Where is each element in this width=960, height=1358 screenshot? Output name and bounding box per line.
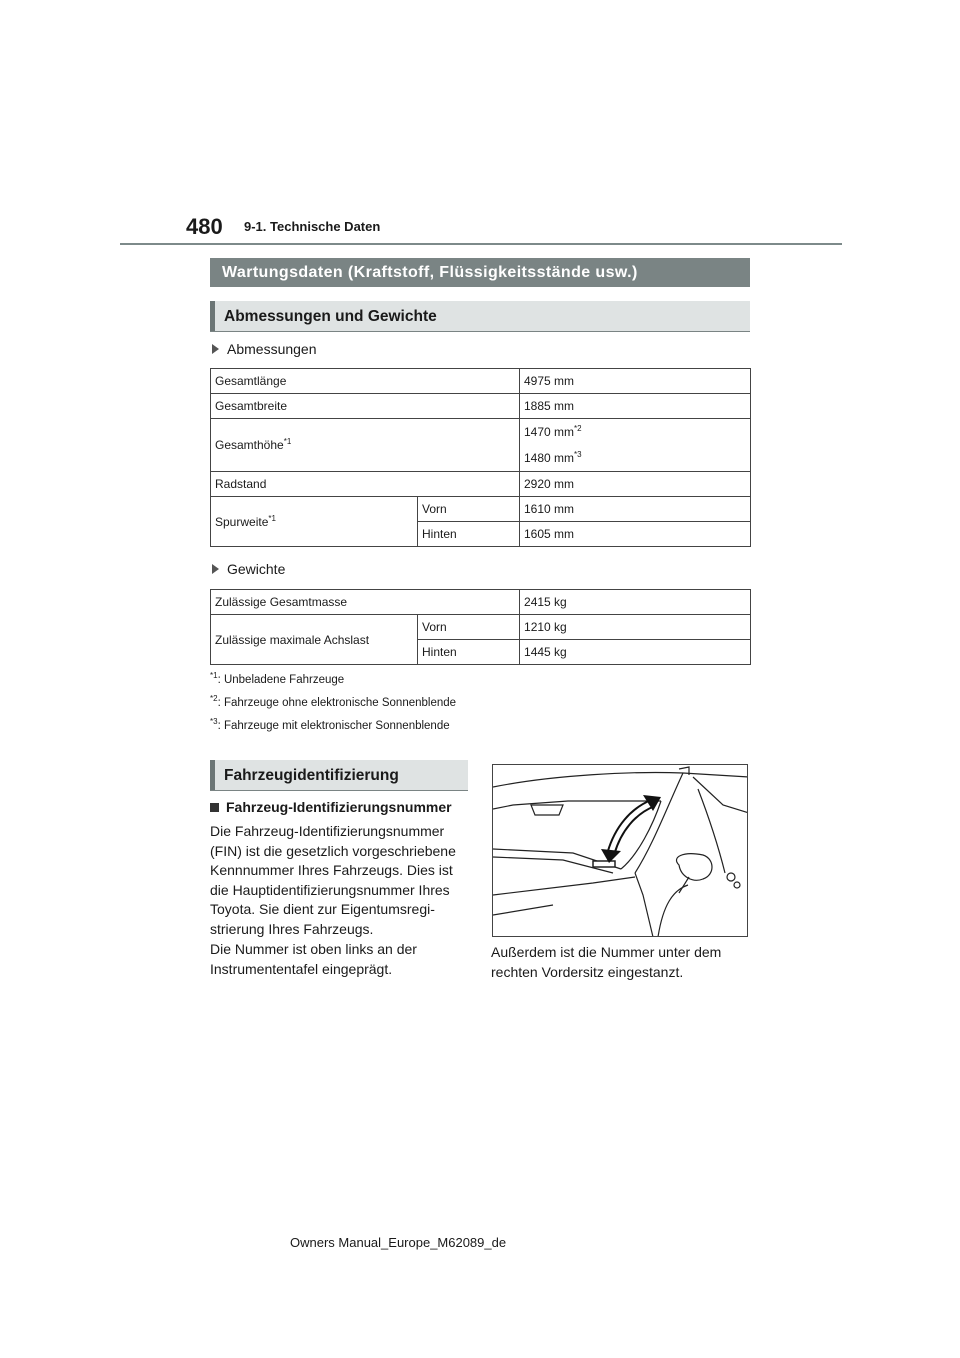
- cell-sublabel: Vorn: [418, 615, 520, 640]
- footnote-ref: *1: [268, 513, 276, 523]
- cell-label: Zulässige maximale Achslast: [211, 615, 418, 665]
- cell-label: [211, 497, 418, 547]
- cell-value: [520, 419, 751, 472]
- weights-table: [210, 589, 751, 665]
- cell-label: Radstand: [211, 472, 520, 497]
- footnote-ref: *1: [283, 437, 292, 446]
- cell-sublabel: Hinten: [418, 640, 520, 665]
- cell-value: 2920 mm: [520, 472, 751, 497]
- header-rule: [120, 243, 842, 245]
- footnote-text: : Fahrzeuge mit elektronischer Sonnenblende: [217, 720, 450, 732]
- cell-label: Zulässige Gesamtmasse: [211, 590, 520, 615]
- table-row: [211, 497, 751, 522]
- footnote-text: : Fahrzeuge ohne elektronische Sonnenblende: [217, 697, 457, 709]
- footnote-ref: *3: [574, 450, 582, 459]
- footer-document-id: Owners Manual_Europe_M62089_de: [290, 1235, 507, 1250]
- cell-value: 2415 kg: [520, 590, 751, 615]
- footnote-mark: *1: [210, 671, 218, 680]
- cell-label: Gesamtbreite: [211, 394, 520, 419]
- chapter-title: 9-1. Technische Daten: [244, 219, 381, 234]
- page-number: 480: [186, 214, 223, 239]
- table-row: [211, 394, 751, 419]
- cell-value: 1885 mm: [520, 394, 751, 419]
- section-heading-text: Fahrzeugidentifizierung: [224, 767, 399, 784]
- cell-label: Gesamtlänge: [211, 369, 520, 394]
- subheading-text: Fahrzeug-Identifizierungsnummer: [226, 799, 452, 815]
- table-row: [211, 419, 751, 472]
- footnote-text: : Unbeladene Fahrzeuge: [217, 674, 345, 686]
- value-line: [524, 419, 746, 445]
- table-row: [211, 472, 751, 497]
- cell-value: 1445 kg: [520, 640, 751, 665]
- cell-value: 4975 mm: [520, 369, 751, 394]
- subheading-vin: [210, 799, 452, 815]
- cell-value: 1610 mm: [520, 497, 751, 522]
- footnote: [210, 671, 345, 686]
- footnote: [210, 717, 450, 732]
- bullet-text: Abmessungen: [227, 341, 317, 357]
- paragraph-vin-description: Die Fahrzeug-Identifizierungsnummer (FIN) ist die gesetzlich vorgeschriebene Kennnummer Ihres Fahrzeugs. Dies ist die Hauptidentifizierungsnummer Ihres Toyota. Sie dient zur Eigentumsregi-strierung Ihres Fahrzeugs.: [210, 823, 456, 937]
- footnote-ref: *2: [574, 424, 582, 433]
- cell-label: [211, 419, 520, 472]
- windshield-car-illustration: [493, 765, 748, 937]
- footnote-mark: *2: [210, 694, 218, 703]
- value-line: [524, 445, 746, 471]
- table-row: [211, 590, 751, 615]
- triangle-bullet-icon: [212, 564, 219, 574]
- section-heading-identification: [210, 760, 468, 791]
- section-heading-dimensions: [210, 301, 750, 332]
- vin-location-illustration: [492, 764, 748, 937]
- vin-plate: [593, 861, 615, 867]
- label-text: Gesamthöhe: [215, 438, 284, 452]
- bullet-dimensions: [212, 341, 317, 357]
- bullet-weights: [212, 561, 285, 577]
- section-heading-text: Abmessungen und Gewichte: [224, 308, 437, 325]
- paragraph-vin-location: Die Nummer ist oben links an der Instrumententafel eingeprägt.: [210, 941, 417, 977]
- table-row: [211, 369, 751, 394]
- label-text: Spurweite: [215, 514, 269, 529]
- value-text: 1480 mm: [524, 451, 575, 465]
- section-banner: Wartungsdaten (Kraftstoff, Flüssigkeitsstände usw.): [210, 258, 750, 287]
- value-text: 1470 mm: [524, 425, 575, 439]
- footnote: [210, 694, 457, 709]
- cell-value: 1605 mm: [520, 522, 751, 547]
- cell-sublabel: Vorn: [418, 497, 520, 522]
- triangle-bullet-icon: [212, 344, 219, 354]
- dimensions-table: [210, 368, 751, 547]
- table-row: [211, 615, 751, 640]
- cell-value: 1210 kg: [520, 615, 751, 640]
- paragraph-seat-vin: Außerdem ist die Nummer unter dem rechten Vordersitz eingestanzt.: [491, 944, 722, 980]
- cell-sublabel: Hinten: [418, 522, 520, 547]
- bullet-text: Gewichte: [227, 561, 286, 577]
- footnote-mark: *3: [210, 717, 218, 726]
- square-bullet-icon: [210, 803, 219, 812]
